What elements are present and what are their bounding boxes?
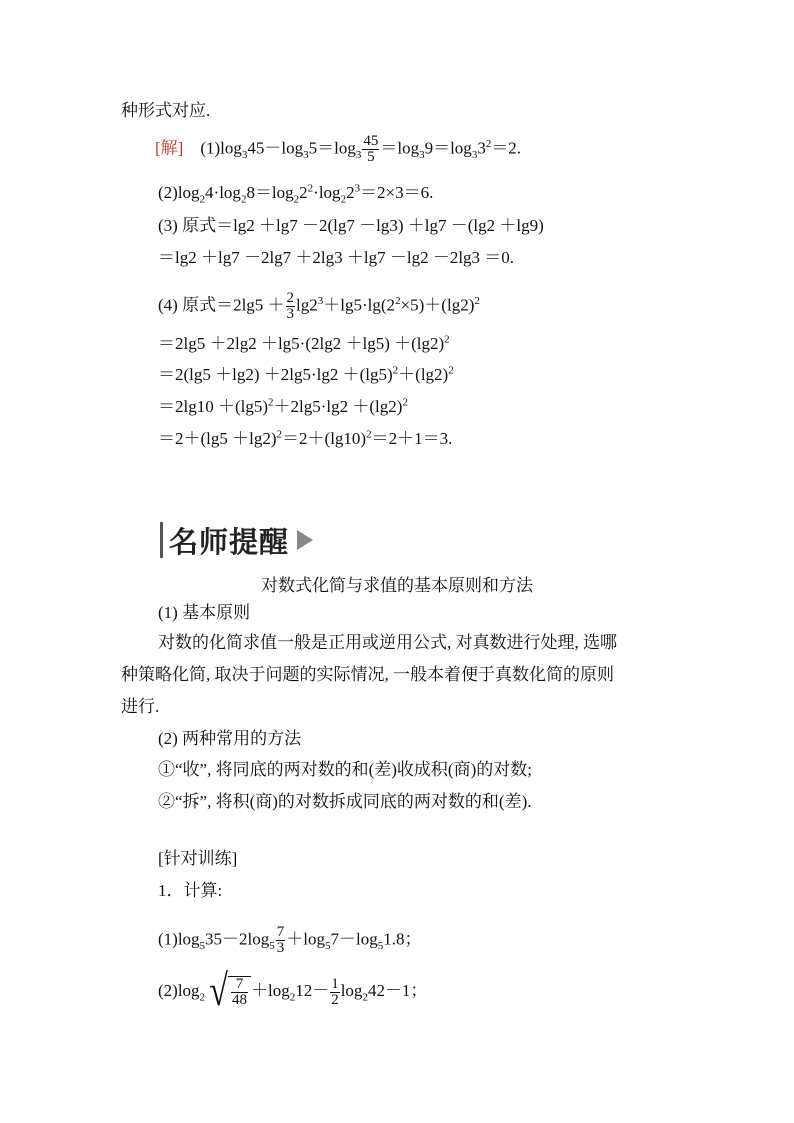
solution-line-4: (4) 原式＝2lg5 ＋ $\frac{2}{3}$ $\lg 2^3+\lg 5\cdot\lg(2^2\times 5)+(\lg 2)^2$	[158, 290, 480, 322]
fraction-2-3: $\frac{2}{3}$	[286, 290, 295, 322]
solution-line-2: $(2)\log_24\cdot\log_28=\log_22^2\cdot\log_22^3=2\times 3=6$.	[158, 182, 434, 206]
practice-q2: $(2)\log_2$ √ $\frac{7}{48}$ $+\log_212-$ $\frac{1}{2}$ $\log_242-1$；	[158, 967, 428, 1016]
tip-para1a: 对数的化简求值一般是正用或逆用公式, 对真数进行处理, 选哪	[158, 633, 617, 652]
play-arrow-icon	[297, 530, 313, 550]
tip-para1b: 种策略化简, 取决于问题的实际情况, 一般本着便于真数化简的原则	[121, 665, 614, 684]
sqrt-icon: √	[209, 967, 228, 1016]
tip-para1c: 进行.	[121, 697, 160, 716]
fraction-45-5: $\frac{45}{5}$	[363, 133, 379, 165]
solution-line-3a: (3) 原式＝lg2 ＋lg7 －2(lg7 －lg3) ＋lg7 －(lg2 ＋lg9)	[158, 216, 544, 235]
tip-subtitle: 对数式化简与求值的基本原则和方法	[261, 576, 533, 596]
tip-heading-text: 名师提醒	[169, 524, 290, 559]
fraction-7-3: $\frac{7}{3}$	[276, 924, 285, 956]
solution-tag: [解]	[155, 138, 184, 158]
tip-method-2: ②“拆”, 将积(商)的对数拆成同底的两对数的和(差).	[158, 792, 532, 811]
heading-bar	[160, 522, 163, 558]
solution-line-4b: $=2\lg 5 +2\lg 2 +\lg 5\cdot(2\lg 2 +\lg 5) +(\lg 2)^2$	[158, 333, 450, 353]
tip-heading	[160, 520, 313, 560]
fraction-1-2: $\frac{1}{2}$	[331, 975, 339, 1008]
practice-question: 1．计算:	[158, 881, 223, 900]
solution-line-4c: $=2(\lg 5 +\lg 2) +2\lg 5\cdot\lg 2 +(\lg 5)^2+(\lg 2)^2$	[158, 364, 454, 384]
tip-method-1: ①“收”, 将同底的两对数的和(差)收成积(商)的对数;	[158, 760, 532, 779]
fraction-7-48: $\frac{7}{48}$	[231, 976, 247, 1008]
solution-line-4e: $=2+(\lg 5 +\lg 2)^2=2+(\lg 10)^2=2+1=3$.	[158, 428, 453, 448]
solution-line-4d: $=2\lg 10 +(\lg 5)^2+2\lg 5\cdot\lg 2 +(\lg 2)^2$	[158, 396, 408, 416]
solution-line-3b: ＝lg2 ＋lg7 －2lg7 ＋2lg3 ＋lg7 －lg2 －2lg3 ＝0.	[158, 248, 515, 267]
practice-q1: $(1)\log_535-2\log_5$ $\frac{7}{3}$ $+\log_57-\log_51.8$；	[158, 924, 422, 956]
intro-text: 种形式对应.	[121, 101, 211, 120]
tip-h2: (2) 两种常用的方法	[158, 729, 302, 748]
tip-h1: (1) 基本原则	[158, 603, 251, 622]
square-root	[209, 967, 251, 1016]
practice-tag: [针对训练]	[158, 849, 238, 868]
solution-line-1: [解] $(1)\log_345-\log_35=\log_3$ $\frac{45}{5}$ $=\log_39=\log_33^2=2$.	[155, 133, 522, 165]
